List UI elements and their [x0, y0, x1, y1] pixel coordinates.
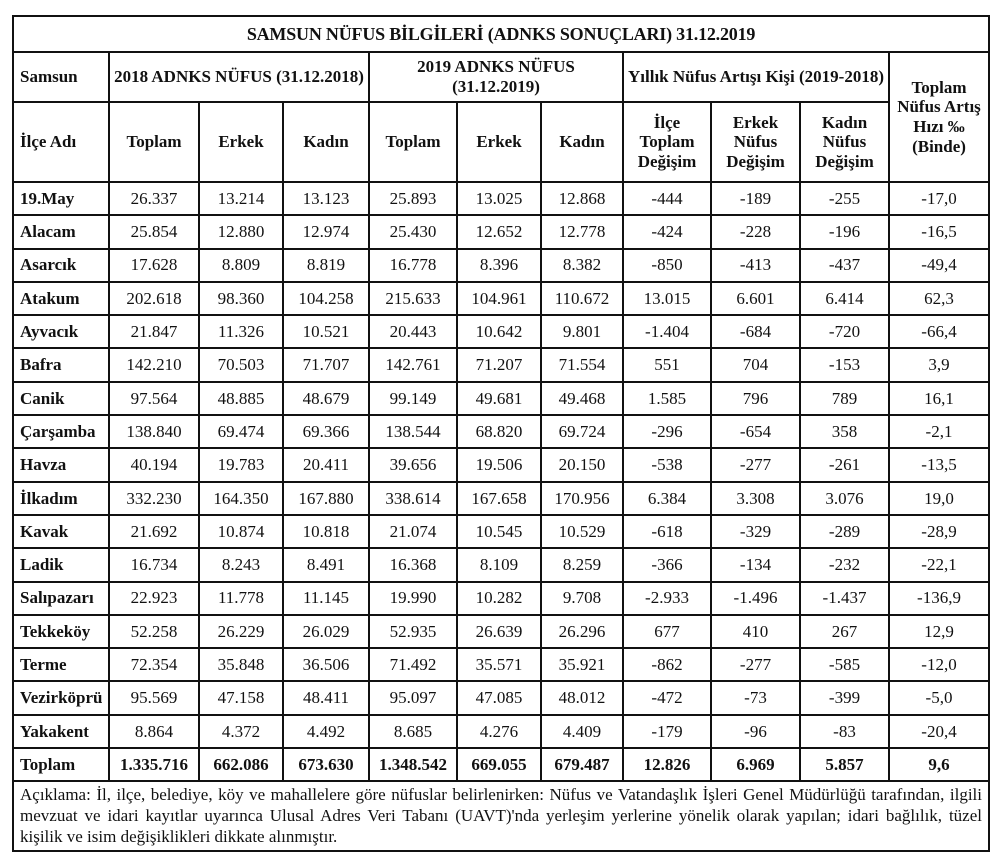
female-2019-cell: 9.801: [541, 315, 623, 348]
district-change-cell: -444: [623, 182, 711, 215]
male-2018-cell: 48.885: [199, 382, 283, 415]
total-2018-cell: 40.194: [109, 448, 199, 481]
male-2019-cell: 13.025: [457, 182, 541, 215]
female-change-cell: -289: [800, 515, 889, 548]
male-2019-cell: 10.545: [457, 515, 541, 548]
district-change-cell: 6.384: [623, 482, 711, 515]
male-change-cell: -134: [711, 548, 800, 581]
total-2018-cell: 52.258: [109, 615, 199, 648]
growth-rate-cell: -49,4: [889, 249, 989, 282]
district-name: Bafra: [13, 348, 109, 381]
growth-rate-cell: -66,4: [889, 315, 989, 348]
female-2019-cell: 35.921: [541, 648, 623, 681]
male-change-cell: -413: [711, 249, 800, 282]
table-row: [13, 182, 989, 215]
female-change-cell: 3.076: [800, 482, 889, 515]
female-2018-cell: 4.492: [283, 715, 369, 748]
female-2018-total: 673.630: [283, 748, 369, 781]
region-label: Samsun: [13, 52, 109, 102]
header-female-2019: Kadın: [541, 102, 623, 182]
female-change-cell: -153: [800, 348, 889, 381]
total-2018-cell: 332.230: [109, 482, 199, 515]
total-2018-cell: 21.692: [109, 515, 199, 548]
male-2019-cell: 10.282: [457, 582, 541, 615]
female-2018-cell: 8.819: [283, 249, 369, 282]
population-table: [12, 15, 990, 852]
district-change-cell: -296: [623, 415, 711, 448]
district-name: Yakakent: [13, 715, 109, 748]
growth-rate-cell: 62,3: [889, 282, 989, 315]
male-2019-cell: 167.658: [457, 482, 541, 515]
male-change-cell: -96: [711, 715, 800, 748]
male-2018-cell: 69.474: [199, 415, 283, 448]
male-change-cell: -73: [711, 681, 800, 714]
cropped-heading-remnant: [0, 0, 1000, 6]
district-change-cell: -538: [623, 448, 711, 481]
explanation-note: Açıklama: İl, ilçe, belediye, köy ve mahallelere göre nüfuslar belirlenirken: Nüfus ve Vatandaşlık İşleri Genel Müdürlüğü tarafından, ilgili mevzuat ve idari kayıtlar uyarınca Ulusal Adres Veri Tabanı (UAVT)'nda yerleşim yerlerine yönelik olarak yapılan; idari bağlılık, tüzel kişilik ve isim değişiklikleri dikkate alınmıştır.: [13, 781, 989, 851]
district-name: Asarcık: [13, 249, 109, 282]
district-name: Salıpazarı: [13, 582, 109, 615]
male-2018-cell: 19.783: [199, 448, 283, 481]
district-name: İlkadım: [13, 482, 109, 515]
table-row: [13, 615, 989, 648]
female-2018-cell: 13.123: [283, 182, 369, 215]
female-2018-cell: 36.506: [283, 648, 369, 681]
female-2019-cell: 4.409: [541, 715, 623, 748]
female-2018-cell: 167.880: [283, 482, 369, 515]
district-name: Alacam: [13, 215, 109, 248]
district-change-cell: -850: [623, 249, 711, 282]
male-2018-cell: 26.229: [199, 615, 283, 648]
table-row: [13, 415, 989, 448]
male-change-cell: -1.496: [711, 582, 800, 615]
male-2019-cell: 35.571: [457, 648, 541, 681]
table-row: [13, 582, 989, 615]
female-2019-cell: 12.868: [541, 182, 623, 215]
male-change-cell: -329: [711, 515, 800, 548]
female-2019-cell: 8.259: [541, 548, 623, 581]
table-row: [13, 515, 989, 548]
header-total-2018: Toplam: [109, 102, 199, 182]
growth-rate-cell: -17,0: [889, 182, 989, 215]
total-2018-cell: 22.923: [109, 582, 199, 615]
total-2019-cell: 142.761: [369, 348, 457, 381]
male-change-cell: 704: [711, 348, 800, 381]
male-2018-cell: 13.214: [199, 182, 283, 215]
female-2019-cell: 10.529: [541, 515, 623, 548]
table-row: [13, 648, 989, 681]
group-header-2018: 2018 ADNKS NÜFUS (31.12.2018): [109, 52, 369, 102]
male-change-cell: -277: [711, 648, 800, 681]
header-male-2018: Erkek: [199, 102, 283, 182]
male-change-cell: 796: [711, 382, 800, 415]
total-2018-cell: 21.847: [109, 315, 199, 348]
male-2019-total: 669.055: [457, 748, 541, 781]
district-change-cell: 551: [623, 348, 711, 381]
female-change-cell: -585: [800, 648, 889, 681]
male-2018-cell: 47.158: [199, 681, 283, 714]
male-change-total: 6.969: [711, 748, 800, 781]
total-2019-cell: 25.893: [369, 182, 457, 215]
group-header-change: Yıllık Nüfus Artışı Kişi (2019-2018): [623, 52, 889, 102]
male-2019-cell: 49.681: [457, 382, 541, 415]
district-change-cell: -179: [623, 715, 711, 748]
group-header-2019: 2019 ADNKS NÜFUS (31.12.2019): [369, 52, 623, 102]
female-2019-cell: 49.468: [541, 382, 623, 415]
total-2019-cell: 8.685: [369, 715, 457, 748]
female-2018-cell: 10.521: [283, 315, 369, 348]
district-name: Vezirköprü: [13, 681, 109, 714]
total-2019-cell: 95.097: [369, 681, 457, 714]
female-change-cell: -232: [800, 548, 889, 581]
table-row: [13, 215, 989, 248]
female-2018-cell: 20.411: [283, 448, 369, 481]
district-change-cell: -618: [623, 515, 711, 548]
growth-rate-cell: -16,5: [889, 215, 989, 248]
male-2019-cell: 8.396: [457, 249, 541, 282]
district-name: Kavak: [13, 515, 109, 548]
male-change-cell: 410: [711, 615, 800, 648]
total-2018-cell: 72.354: [109, 648, 199, 681]
female-2019-cell: 26.296: [541, 615, 623, 648]
total-2019-cell: 99.149: [369, 382, 457, 415]
male-2018-cell: 11.778: [199, 582, 283, 615]
female-2018-cell: 104.258: [283, 282, 369, 315]
district-change-cell: -2.933: [623, 582, 711, 615]
total-2019-cell: 71.492: [369, 648, 457, 681]
district-name: Havza: [13, 448, 109, 481]
female-2018-cell: 69.366: [283, 415, 369, 448]
female-2019-cell: 8.382: [541, 249, 623, 282]
male-2018-cell: 164.350: [199, 482, 283, 515]
female-2018-cell: 48.411: [283, 681, 369, 714]
female-2018-cell: 26.029: [283, 615, 369, 648]
growth-rate-cell: -12,0: [889, 648, 989, 681]
district-change-cell: -1.404: [623, 315, 711, 348]
district-change-cell: -862: [623, 648, 711, 681]
total-2018-cell: 25.854: [109, 215, 199, 248]
header-growth-rate: Toplam Nüfus Artış Hızı ‰ (Binde): [889, 52, 989, 182]
total-2018-cell: 16.734: [109, 548, 199, 581]
header-female-2018: Kadın: [283, 102, 369, 182]
total-2019-cell: 338.614: [369, 482, 457, 515]
table-row: [13, 249, 989, 282]
female-change-cell: 6.414: [800, 282, 889, 315]
table-row: [13, 548, 989, 581]
male-2019-cell: 4.276: [457, 715, 541, 748]
table-body: [13, 182, 989, 748]
growth-rate-cell: 16,1: [889, 382, 989, 415]
total-2018-cell: 138.840: [109, 415, 199, 448]
male-2018-cell: 10.874: [199, 515, 283, 548]
total-2019-cell: 16.778: [369, 249, 457, 282]
growth-rate-cell: -28,9: [889, 515, 989, 548]
male-2019-cell: 68.820: [457, 415, 541, 448]
male-2019-cell: 26.639: [457, 615, 541, 648]
total-2019-cell: 16.368: [369, 548, 457, 581]
total-2019: 1.348.542: [369, 748, 457, 781]
district-name: Tekkeköy: [13, 615, 109, 648]
table-row: [13, 715, 989, 748]
growth-rate-cell: -5,0: [889, 681, 989, 714]
total-2018: 1.335.716: [109, 748, 199, 781]
header-male-2019: Erkek: [457, 102, 541, 182]
table-row: [13, 348, 989, 381]
district-name: Çarşamba: [13, 415, 109, 448]
female-2019-cell: 20.150: [541, 448, 623, 481]
growth-rate-cell: 19,0: [889, 482, 989, 515]
male-2019-cell: 104.961: [457, 282, 541, 315]
table-row: [13, 448, 989, 481]
female-2019-cell: 69.724: [541, 415, 623, 448]
growth-rate-cell: -2,1: [889, 415, 989, 448]
total-2018-cell: 8.864: [109, 715, 199, 748]
female-2019-cell: 9.708: [541, 582, 623, 615]
district-name: Terme: [13, 648, 109, 681]
district-name: Ayvacık: [13, 315, 109, 348]
total-2019-cell: 138.544: [369, 415, 457, 448]
district-change-cell: 13.015: [623, 282, 711, 315]
male-change-cell: -228: [711, 215, 800, 248]
male-2018-cell: 12.880: [199, 215, 283, 248]
total-2019-cell: 21.074: [369, 515, 457, 548]
district-change-cell: 677: [623, 615, 711, 648]
female-2018-cell: 11.145: [283, 582, 369, 615]
female-2019-cell: 170.956: [541, 482, 623, 515]
female-2019-cell: 71.554: [541, 348, 623, 381]
male-change-cell: -654: [711, 415, 800, 448]
female-2018-cell: 71.707: [283, 348, 369, 381]
growth-rate-cell: -136,9: [889, 582, 989, 615]
male-2018-cell: 4.372: [199, 715, 283, 748]
total-2019-cell: 52.935: [369, 615, 457, 648]
male-change-cell: -684: [711, 315, 800, 348]
table-title: SAMSUN NÜFUS BİLGİLERİ (ADNKS SONUÇLARI) 31.12.2019: [13, 16, 989, 52]
total-2018-cell: 97.564: [109, 382, 199, 415]
male-change-cell: -277: [711, 448, 800, 481]
table-row: [13, 382, 989, 415]
male-change-cell: 6.601: [711, 282, 800, 315]
female-2018-cell: 10.818: [283, 515, 369, 548]
male-change-cell: -189: [711, 182, 800, 215]
female-2019-cell: 48.012: [541, 681, 623, 714]
growth-rate-cell: -22,1: [889, 548, 989, 581]
female-change-cell: 267: [800, 615, 889, 648]
total-row: [13, 748, 989, 781]
female-2018-cell: 48.679: [283, 382, 369, 415]
total-2018-cell: 26.337: [109, 182, 199, 215]
header-male-change: Erkek Nüfus Değişim: [711, 102, 800, 182]
male-2019-cell: 19.506: [457, 448, 541, 481]
total-label: Toplam: [13, 748, 109, 781]
male-2018-total: 662.086: [199, 748, 283, 781]
female-change-cell: -83: [800, 715, 889, 748]
male-2018-cell: 8.809: [199, 249, 283, 282]
header-district-change: İlçe Toplam Değişim: [623, 102, 711, 182]
female-2019-cell: 110.672: [541, 282, 623, 315]
female-2019-cell: 12.778: [541, 215, 623, 248]
table-row: [13, 681, 989, 714]
district-change-cell: 1.585: [623, 382, 711, 415]
total-2018-cell: 17.628: [109, 249, 199, 282]
total-2019-cell: 19.990: [369, 582, 457, 615]
male-change-cell: 3.308: [711, 482, 800, 515]
growth-rate-total: 9,6: [889, 748, 989, 781]
total-2019-cell: 39.656: [369, 448, 457, 481]
female-2018-cell: 12.974: [283, 215, 369, 248]
district-name: 19.May: [13, 182, 109, 215]
table-row: [13, 282, 989, 315]
district-name: Atakum: [13, 282, 109, 315]
female-change-total: 5.857: [800, 748, 889, 781]
male-2019-cell: 71.207: [457, 348, 541, 381]
district-name: Canik: [13, 382, 109, 415]
male-2018-cell: 35.848: [199, 648, 283, 681]
district-name: Ladik: [13, 548, 109, 581]
female-2018-cell: 8.491: [283, 548, 369, 581]
header-total-2019: Toplam: [369, 102, 457, 182]
female-change-cell: -720: [800, 315, 889, 348]
table-row: [13, 482, 989, 515]
female-2019-total: 679.487: [541, 748, 623, 781]
growth-rate-cell: -20,4: [889, 715, 989, 748]
growth-rate-cell: 3,9: [889, 348, 989, 381]
total-2019-cell: 215.633: [369, 282, 457, 315]
district-change-cell: -472: [623, 681, 711, 714]
female-change-cell: -437: [800, 249, 889, 282]
male-2019-cell: 47.085: [457, 681, 541, 714]
male-2018-cell: 70.503: [199, 348, 283, 381]
table-row: [13, 315, 989, 348]
header-female-change: Kadın Nüfus Değişim: [800, 102, 889, 182]
male-2018-cell: 98.360: [199, 282, 283, 315]
female-change-cell: -196: [800, 215, 889, 248]
male-2018-cell: 11.326: [199, 315, 283, 348]
female-change-cell: -399: [800, 681, 889, 714]
growth-rate-cell: -13,5: [889, 448, 989, 481]
district-change-cell: -424: [623, 215, 711, 248]
female-change-cell: 789: [800, 382, 889, 415]
female-change-cell: -255: [800, 182, 889, 215]
total-2018-cell: 142.210: [109, 348, 199, 381]
district-change-cell: -366: [623, 548, 711, 581]
female-change-cell: -261: [800, 448, 889, 481]
total-change: 12.826: [623, 748, 711, 781]
female-change-cell: 358: [800, 415, 889, 448]
male-2018-cell: 8.243: [199, 548, 283, 581]
total-2019-cell: 20.443: [369, 315, 457, 348]
male-2019-cell: 12.652: [457, 215, 541, 248]
header-district: İlçe Adı: [13, 102, 109, 182]
total-2018-cell: 95.569: [109, 681, 199, 714]
female-change-cell: -1.437: [800, 582, 889, 615]
total-2018-cell: 202.618: [109, 282, 199, 315]
male-2019-cell: 8.109: [457, 548, 541, 581]
total-2019-cell: 25.430: [369, 215, 457, 248]
male-2019-cell: 10.642: [457, 315, 541, 348]
growth-rate-cell: 12,9: [889, 615, 989, 648]
